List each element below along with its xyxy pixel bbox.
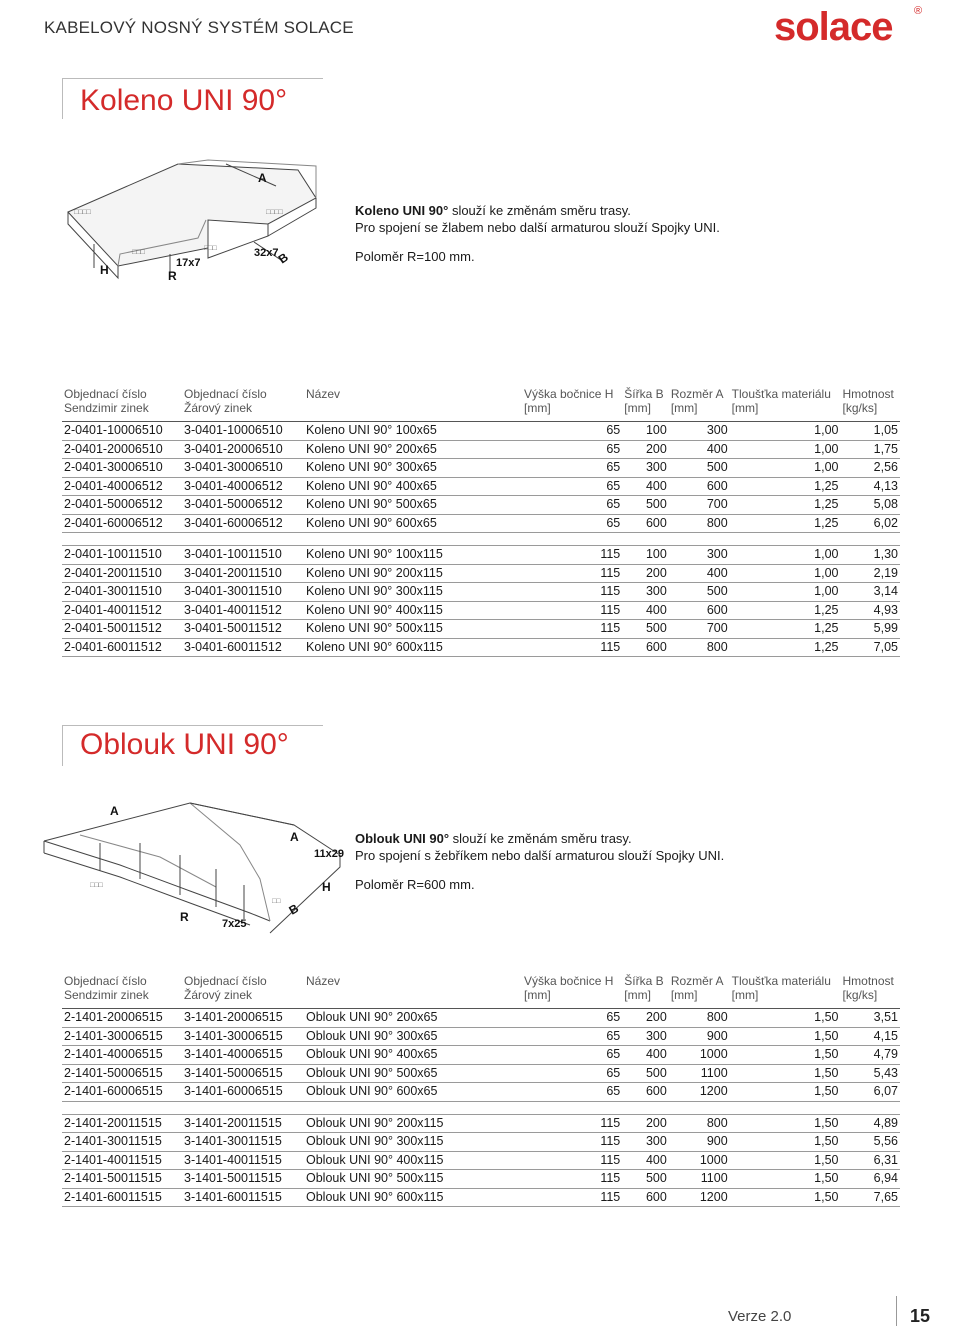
col-hmotnost: Hmotnost [kg/ks] (841, 387, 901, 422)
cell-vyska: 65 (522, 1064, 622, 1083)
cell-sendzimir: 2-1401-30006515 (62, 1027, 182, 1046)
cell-zarovy: 3-0401-40006512 (182, 477, 304, 496)
cell-nazev: Koleno UNI 90° 600x115 (304, 638, 522, 657)
cell-sirka: 400 (622, 477, 669, 496)
table-row (62, 1083, 900, 1102)
cell-sirka: 100 (622, 422, 669, 441)
cell-sirka: 300 (622, 1027, 669, 1046)
table-row (62, 422, 900, 441)
cell-sirka: 500 (622, 1064, 669, 1083)
cell-sirka: 200 (622, 440, 669, 459)
cell-sendzimir: 2-0401-50006512 (62, 496, 182, 515)
cell-nazev: Koleno UNI 90° 400x65 (304, 477, 522, 496)
cell-nazev: Oblouk UNI 90° 500x65 (304, 1064, 522, 1083)
table-row (62, 477, 900, 496)
oblouk-description (355, 830, 724, 893)
cell-vyska: 65 (522, 459, 622, 478)
cell-nazev: Koleno UNI 90° 500x65 (304, 496, 522, 515)
cell-vyska: 115 (522, 564, 622, 583)
logo-text: solace (774, 5, 893, 46)
cell-hmotnost: 6,02 (841, 514, 901, 533)
table-row (62, 1046, 900, 1065)
cell-tloustka: 1,50 (730, 1170, 841, 1189)
cell-zarovy: 3-0401-20006510 (182, 440, 304, 459)
cell-sendzimir: 2-1401-20011515 (62, 1114, 182, 1133)
spacer-cell (304, 533, 522, 546)
cell-zarovy: 3-1401-20006515 (182, 1009, 304, 1028)
table-row (62, 1064, 900, 1083)
col-zarovy: Objednací číslo Žárový zinek (182, 974, 304, 1009)
oblouk-label-a1: A (110, 804, 119, 818)
cell-tloustka: 1,00 (730, 546, 841, 565)
cell-hmotnost: 6,94 (841, 1170, 901, 1189)
cell-tloustka: 1,25 (730, 477, 841, 496)
cell-zarovy: 3-0401-30006510 (182, 459, 304, 478)
cell-vyska: 115 (522, 620, 622, 639)
oblouk-desc-line3: Poloměr R=600 mm. (355, 877, 475, 892)
col-nazev: Název (304, 387, 522, 422)
koleno-desc-bold: Koleno UNI 90° (355, 203, 449, 218)
koleno-label-h: H (100, 263, 109, 277)
table-row (62, 1151, 900, 1170)
col-rozmer: Rozměr A [mm] (669, 387, 730, 422)
cell-sirka: 600 (622, 1188, 669, 1207)
table-row (62, 564, 900, 583)
cell-zarovy: 3-1401-60011515 (182, 1188, 304, 1207)
cell-rozmer: 800 (669, 638, 730, 657)
oblouk-label-slot1: 11x29 (314, 848, 344, 860)
cell-sirka: 400 (622, 601, 669, 620)
cell-tloustka: 1,00 (730, 422, 841, 441)
cell-vyska: 115 (522, 1114, 622, 1133)
cell-nazev: Oblouk UNI 90° 600x115 (304, 1188, 522, 1207)
cell-rozmer: 400 (669, 564, 730, 583)
cell-sirka: 600 (622, 1083, 669, 1102)
cell-sirka: 200 (622, 1009, 669, 1028)
table-row (62, 514, 900, 533)
oblouk-desc-rest: slouží ke změnám směru trasy. (449, 831, 632, 846)
cell-rozmer: 500 (669, 459, 730, 478)
cell-hmotnost: 7,65 (841, 1188, 901, 1207)
cell-sendzimir: 2-0401-40011512 (62, 601, 182, 620)
cell-sendzimir: 2-0401-10006510 (62, 422, 182, 441)
spacer-cell (622, 533, 669, 546)
cell-nazev: Oblouk UNI 90° 600x65 (304, 1083, 522, 1102)
col-hmotnost: Hmotnost [kg/ks] (841, 974, 901, 1009)
cell-rozmer: 900 (669, 1027, 730, 1046)
table-row (62, 459, 900, 478)
cell-hmotnost: 1,75 (841, 440, 901, 459)
cell-tloustka: 1,25 (730, 496, 841, 515)
col-rozmer: Rozměr A [mm] (669, 974, 730, 1009)
cell-nazev: Koleno UNI 90° 600x65 (304, 514, 522, 533)
cell-tloustka: 1,00 (730, 459, 841, 478)
footer-version: Verze 2.0 (728, 1308, 792, 1325)
cell-sirka: 600 (622, 638, 669, 657)
table-row (62, 1114, 900, 1133)
col-tloustka: Tloušťka materiálu [mm] (730, 974, 841, 1009)
cell-nazev: Koleno UNI 90° 500x115 (304, 620, 522, 639)
cell-hmotnost: 3,51 (841, 1009, 901, 1028)
cell-tloustka: 1,50 (730, 1133, 841, 1152)
spacer-cell (182, 533, 304, 546)
koleno-title: Koleno UNI 90° (80, 84, 288, 117)
col-nazev: Název (304, 974, 522, 1009)
cell-hmotnost: 7,05 (841, 638, 901, 657)
cell-tloustka: 1,50 (730, 1046, 841, 1065)
col-zarovy: Objednací číslo Žárový zinek (182, 387, 304, 422)
cell-vyska: 65 (522, 1046, 622, 1065)
cell-tloustka: 1,00 (730, 440, 841, 459)
koleno-desc-line2: Pro spojení se žlabem nebo další armaturou slouží Spojky UNI. (355, 220, 720, 235)
cell-hmotnost: 2,56 (841, 459, 901, 478)
cell-zarovy: 3-0401-40011512 (182, 601, 304, 620)
cell-tloustka: 1,50 (730, 1009, 841, 1028)
cell-zarovy: 3-0401-50006512 (182, 496, 304, 515)
cell-sendzimir: 2-0401-20006510 (62, 440, 182, 459)
cell-hmotnost: 4,93 (841, 601, 901, 620)
koleno-desc-line3: Poloměr R=100 mm. (355, 249, 475, 264)
cell-rozmer: 1000 (669, 1151, 730, 1170)
cell-tloustka: 1,50 (730, 1064, 841, 1083)
document-header-title: KABELOVÝ NOSNÝ SYSTÉM SOLACE (44, 18, 354, 37)
cell-hmotnost: 4,15 (841, 1027, 901, 1046)
cell-vyska: 115 (522, 1133, 622, 1152)
cell-nazev: Oblouk UNI 90° 200x65 (304, 1009, 522, 1028)
cell-vyska: 115 (522, 1170, 622, 1189)
table-row (62, 620, 900, 639)
cell-hmotnost: 5,99 (841, 620, 901, 639)
koleno-label-a: A (258, 171, 267, 185)
oblouk-desc-line1 (355, 830, 724, 847)
col-vyska: Výška bočnice H [mm] (522, 387, 622, 422)
cell-tloustka: 1,00 (730, 564, 841, 583)
cell-tloustka: 1,00 (730, 583, 841, 602)
cell-nazev: Oblouk UNI 90° 500x115 (304, 1170, 522, 1189)
table-row (62, 1170, 900, 1189)
cell-nazev: Koleno UNI 90° 300x115 (304, 583, 522, 602)
cell-vyska: 115 (522, 638, 622, 657)
spacer-cell (182, 1101, 304, 1114)
cell-zarovy: 3-0401-50011512 (182, 620, 304, 639)
oblouk-label-a2: A (290, 830, 299, 844)
cell-sendzimir: 2-1401-50006515 (62, 1064, 182, 1083)
cell-sirka: 500 (622, 496, 669, 515)
cell-sirka: 300 (622, 459, 669, 478)
cell-vyska: 65 (522, 496, 622, 515)
cell-sendzimir: 2-1401-40006515 (62, 1046, 182, 1065)
svg-text:□□□: □□□ (132, 249, 145, 256)
cell-zarovy: 3-1401-20011515 (182, 1114, 304, 1133)
cell-hmotnost: 2,19 (841, 564, 901, 583)
table-row (62, 1009, 900, 1028)
cell-zarovy: 3-0401-10006510 (182, 422, 304, 441)
cell-nazev: Koleno UNI 90° 300x65 (304, 459, 522, 478)
cell-sendzimir: 2-1401-30011515 (62, 1133, 182, 1152)
koleno-label-b: B (275, 250, 291, 267)
cell-zarovy: 3-0401-20011510 (182, 564, 304, 583)
cell-sendzimir: 2-0401-30011510 (62, 583, 182, 602)
svg-text:□□□: □□□ (90, 882, 103, 889)
cell-tloustka: 1,50 (730, 1083, 841, 1102)
cell-hmotnost: 5,56 (841, 1133, 901, 1152)
oblouk-drawing (40, 795, 355, 940)
table-row (62, 440, 900, 459)
spacer-cell (622, 1101, 669, 1114)
cell-nazev: Koleno UNI 90° 100x65 (304, 422, 522, 441)
cell-sendzimir: 2-0401-30006510 (62, 459, 182, 478)
cell-nazev: Oblouk UNI 90° 400x115 (304, 1151, 522, 1170)
cell-rozmer: 1200 (669, 1083, 730, 1102)
cell-rozmer: 800 (669, 1114, 730, 1133)
table-row (62, 1188, 900, 1207)
oblouk-label-slot2: 7x25 (222, 918, 247, 930)
col-tloustka: Tloušťka materiálu [mm] (730, 387, 841, 422)
cell-zarovy: 3-1401-50006515 (182, 1064, 304, 1083)
oblouk-label-r: R (180, 910, 189, 924)
col-sendzimir: Objednací číslo Sendzimir zinek (62, 387, 182, 422)
cell-nazev: Koleno UNI 90° 400x115 (304, 601, 522, 620)
cell-zarovy: 3-1401-50011515 (182, 1170, 304, 1189)
cell-tloustka: 1,50 (730, 1151, 841, 1170)
table-row (62, 1027, 900, 1046)
cell-zarovy: 3-1401-40006515 (182, 1046, 304, 1065)
koleno-description (355, 202, 720, 265)
cell-zarovy: 3-0401-30011510 (182, 583, 304, 602)
cell-vyska: 65 (522, 422, 622, 441)
spacer-cell (841, 1101, 901, 1114)
cell-sendzimir: 2-1401-20006515 (62, 1009, 182, 1028)
spacer-cell (304, 1101, 522, 1114)
spacer-cell (62, 1101, 182, 1114)
cell-zarovy: 3-1401-30006515 (182, 1027, 304, 1046)
spacer-cell (522, 1101, 622, 1114)
table-row (62, 638, 900, 657)
cell-sirka: 400 (622, 1151, 669, 1170)
cell-sirka: 500 (622, 620, 669, 639)
svg-text:□□□□: □□□□ (266, 209, 283, 216)
cell-sirka: 200 (622, 564, 669, 583)
table-header-row (62, 974, 900, 1009)
cell-vyska: 65 (522, 1027, 622, 1046)
cell-sendzimir: 2-1401-50011515 (62, 1170, 182, 1189)
oblouk-desc-line2: Pro spojení s žebříkem nebo další armaturou slouží Spojky UNI. (355, 848, 725, 863)
cell-hmotnost: 6,07 (841, 1083, 901, 1102)
table-row (62, 546, 900, 565)
cell-vyska: 65 (522, 477, 622, 496)
spacer-cell (522, 533, 622, 546)
svg-text:□□: □□ (272, 898, 281, 905)
logo-registered-mark: ® (914, 5, 923, 17)
cell-vyska: 115 (522, 1151, 622, 1170)
cell-sendzimir: 2-1401-60006515 (62, 1083, 182, 1102)
cell-zarovy: 3-1401-30011515 (182, 1133, 304, 1152)
cell-sirka: 300 (622, 1133, 669, 1152)
cell-rozmer: 400 (669, 440, 730, 459)
cell-hmotnost: 4,79 (841, 1046, 901, 1065)
svg-text:□□□□: □□□□ (74, 209, 91, 216)
cell-sirka: 500 (622, 1170, 669, 1189)
cell-hmotnost: 6,31 (841, 1151, 901, 1170)
cell-sirka: 100 (622, 546, 669, 565)
koleno-drawing (58, 150, 348, 295)
cell-nazev: Oblouk UNI 90° 200x115 (304, 1114, 522, 1133)
spacer-cell (730, 533, 841, 546)
cell-sendzimir: 2-0401-40006512 (62, 477, 182, 496)
cell-nazev: Oblouk UNI 90° 300x115 (304, 1133, 522, 1152)
cell-hmotnost: 1,05 (841, 422, 901, 441)
solace-logo (772, 2, 932, 51)
cell-rozmer: 700 (669, 496, 730, 515)
cell-sirka: 300 (622, 583, 669, 602)
cell-vyska: 115 (522, 1188, 622, 1207)
cell-rozmer: 900 (669, 1133, 730, 1152)
col-sirka: Šířka B [mm] (622, 974, 669, 1009)
table-spacer-row (62, 1101, 900, 1114)
spacer-cell (669, 533, 730, 546)
cell-tloustka: 1,50 (730, 1188, 841, 1207)
cell-rozmer: 600 (669, 601, 730, 620)
cell-rozmer: 1100 (669, 1064, 730, 1083)
cell-rozmer: 800 (669, 514, 730, 533)
cell-rozmer: 300 (669, 546, 730, 565)
table-spacer-row (62, 533, 900, 546)
cell-tloustka: 1,25 (730, 601, 841, 620)
cell-zarovy: 3-0401-60011512 (182, 638, 304, 657)
table-row (62, 583, 900, 602)
cell-nazev: Oblouk UNI 90° 400x65 (304, 1046, 522, 1065)
spacer-cell (62, 533, 182, 546)
cell-rozmer: 800 (669, 1009, 730, 1028)
koleno-desc-rest: slouží ke změnám směru trasy. (448, 203, 631, 218)
cell-rozmer: 1100 (669, 1170, 730, 1189)
cell-vyska: 115 (522, 546, 622, 565)
cell-hmotnost: 4,89 (841, 1114, 901, 1133)
cell-rozmer: 1200 (669, 1188, 730, 1207)
cell-hmotnost: 4,13 (841, 477, 901, 496)
koleno-desc-line1 (355, 202, 720, 219)
oblouk-label-b: B (286, 901, 302, 918)
oblouk-label-h: H (322, 880, 331, 894)
cell-vyska: 65 (522, 440, 622, 459)
cell-sendzimir: 2-1401-40011515 (62, 1151, 182, 1170)
table-row (62, 496, 900, 515)
cell-hmotnost: 5,08 (841, 496, 901, 515)
cell-rozmer: 600 (669, 477, 730, 496)
table-header-row (62, 387, 900, 422)
cell-hmotnost: 3,14 (841, 583, 901, 602)
cell-sirka: 200 (622, 1114, 669, 1133)
oblouk-title: Oblouk UNI 90° (80, 728, 289, 761)
cell-sendzimir: 2-0401-10011510 (62, 546, 182, 565)
cell-tloustka: 1,25 (730, 620, 841, 639)
cell-rozmer: 500 (669, 583, 730, 602)
cell-nazev: Koleno UNI 90° 100x115 (304, 546, 522, 565)
col-vyska: Výška bočnice H [mm] (522, 974, 622, 1009)
cell-nazev: Koleno UNI 90° 200x115 (304, 564, 522, 583)
koleno-label-slot2: 32x7 (254, 247, 279, 259)
cell-hmotnost: 1,30 (841, 546, 901, 565)
spacer-cell (669, 1101, 730, 1114)
cell-vyska: 115 (522, 601, 622, 620)
cell-rozmer: 700 (669, 620, 730, 639)
col-sirka: Šířka B [mm] (622, 387, 669, 422)
cell-sendzimir: 2-0401-60011512 (62, 638, 182, 657)
cell-tloustka: 1,50 (730, 1114, 841, 1133)
cell-nazev: Koleno UNI 90° 200x65 (304, 440, 522, 459)
oblouk-desc-bold: Oblouk UNI 90° (355, 831, 450, 846)
cell-zarovy: 3-0401-60006512 (182, 514, 304, 533)
page-number: 15 (910, 1306, 931, 1326)
koleno-label-r: R (168, 269, 177, 283)
koleno-spec-table (62, 387, 900, 657)
cell-zarovy: 3-1401-60006515 (182, 1083, 304, 1102)
cell-sirka: 600 (622, 514, 669, 533)
cell-vyska: 65 (522, 1009, 622, 1028)
koleno-label-slot1: 17x7 (176, 257, 201, 269)
svg-text:□□□: □□□ (204, 245, 217, 252)
cell-rozmer: 1000 (669, 1046, 730, 1065)
table-row (62, 1133, 900, 1152)
spacer-cell (841, 533, 901, 546)
col-sendzimir: Objednací číslo Sendzimir zinek (62, 974, 182, 1009)
cell-sendzimir: 2-0401-50011512 (62, 620, 182, 639)
cell-hmotnost: 5,43 (841, 1064, 901, 1083)
cell-tloustka: 1,25 (730, 638, 841, 657)
cell-tloustka: 1,50 (730, 1027, 841, 1046)
cell-sirka: 400 (622, 1046, 669, 1065)
cell-zarovy: 3-0401-10011510 (182, 546, 304, 565)
cell-vyska: 115 (522, 583, 622, 602)
footer-divider (896, 1296, 897, 1326)
cell-sendzimir: 2-0401-20011510 (62, 564, 182, 583)
cell-tloustka: 1,25 (730, 514, 841, 533)
cell-vyska: 65 (522, 514, 622, 533)
spacer-cell (730, 1101, 841, 1114)
cell-nazev: Oblouk UNI 90° 300x65 (304, 1027, 522, 1046)
cell-sendzimir: 2-0401-60006512 (62, 514, 182, 533)
cell-vyska: 65 (522, 1083, 622, 1102)
oblouk-spec-table (62, 974, 900, 1207)
table-row (62, 601, 900, 620)
cell-sendzimir: 2-1401-60011515 (62, 1188, 182, 1207)
cell-rozmer: 300 (669, 422, 730, 441)
cell-zarovy: 3-1401-40011515 (182, 1151, 304, 1170)
